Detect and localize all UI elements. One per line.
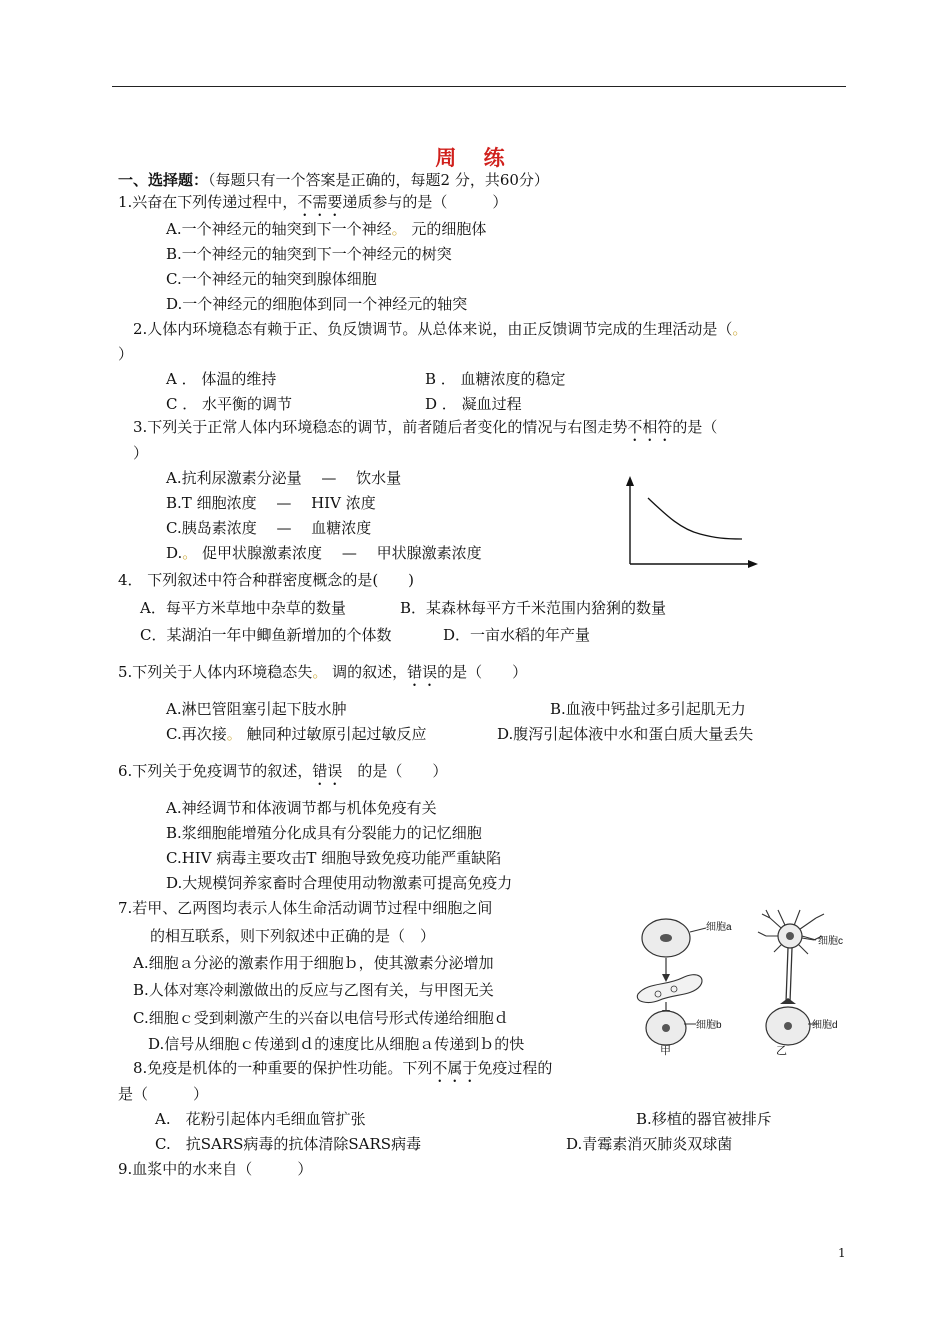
q4-option-d: D．一亩水稻的年产量 — [443, 626, 591, 644]
q5-option-a: A.淋巴管阻塞引起下肢水肿 — [166, 700, 347, 718]
q4-option-a: A．每平方米草地中杂草的数量 — [140, 599, 346, 617]
cell-signaling-figure — [630, 906, 858, 1056]
q6-option-c: C.HIV 病毒主要攻击T 细胞导致免疫功能严重缺陷 — [166, 849, 502, 867]
q2-option-d: D ． 凝血过程 — [425, 395, 522, 413]
figure-jia-label: 甲 — [660, 1045, 671, 1056]
q2-stem-text: 2.人体内环境稳态有赖于正、负反馈调节。从总体来说，由正反馈调节完成的生理活动是（ — [133, 320, 733, 338]
q5-stem — [118, 662, 527, 690]
cell-b-label: 细胞b — [696, 1020, 722, 1031]
stray-mark: 。 — [182, 544, 198, 562]
q3-stem — [133, 417, 717, 445]
stray-mark: 。 — [391, 220, 407, 238]
q5-stem-mid: 调的叙述， — [327, 663, 408, 681]
q2-option-c: C ． 水平衡的调节 — [166, 395, 293, 413]
q6-option-b: B.浆细胞能增殖分化成具有分裂能力的记忆细胞 — [166, 824, 482, 842]
q5-stem-tail: 的是（ ） — [437, 663, 528, 681]
q3-stem-tail: 的是（ — [672, 418, 718, 436]
q7-option-d: D.信号从细胞ｃ传递到ｄ的速度比从细胞ａ传递到ｂ的快 — [148, 1035, 525, 1053]
trend-graph — [620, 474, 760, 570]
q8-stem-tail: 免疫过程的 — [477, 1059, 553, 1077]
q3-option-b: B.T 细胞浓度 — HIV 浓度 — [166, 494, 376, 512]
q3-stem-emphasis: 不相符 — [627, 418, 673, 436]
q5-stem-emphasis: 错误 — [407, 663, 438, 681]
q8-option-a: A. 花粉引起体内毛细血管扩张 — [155, 1110, 366, 1128]
q8-option-d: D.青霉素消灭肺炎双球菌 — [566, 1135, 733, 1153]
q7-stem: 7.若甲、乙两图均表示人体生命活动调节过程中细胞之间 — [118, 899, 493, 917]
page-number: 1 — [838, 1246, 846, 1260]
q6-option-a: A.神经调节和体液调节都与机体免疫有关 — [166, 799, 437, 817]
q3-option-c: C.胰岛素浓度 — 血糖浓度 — [166, 519, 372, 537]
q7-option-b: B.人体对寒冷刺激做出的反应与乙图有关，与甲图无关 — [133, 981, 494, 999]
q6-stem — [118, 761, 447, 789]
q5-option-c — [166, 724, 427, 744]
q8-stem-text: 8.免疫是机体的一种重要的保护性功能。下列 — [133, 1059, 433, 1077]
q7-option-a: A.细胞ａ分泌的激素作用于细胞ｂ，使其激素分泌增加 — [133, 954, 494, 972]
section-heading: 一、选择题： — [118, 171, 209, 189]
q5-option-b: B.血液中钙盐过多引起肌无力 — [550, 700, 746, 718]
q4-option-b: B．某森林每平方千米范围内猞猁的数量 — [400, 599, 667, 617]
q8-option-c: C. 抗SARS病毒的抗体清除SARS病毒 — [155, 1135, 422, 1153]
q3-option-a: A.抗利尿激素分泌量 — 饮水量 — [166, 469, 402, 487]
q3-stem-close: ） — [133, 444, 149, 462]
q3-option-d — [166, 543, 482, 563]
q1-stem-tail: 递质参与的是（ ） — [342, 193, 508, 211]
q4-option-c: C．某湖泊一年中鲫鱼新增加的个体数 — [140, 626, 392, 644]
q1-option-b: B.一个神经元的轴突到下一个神经元的树突 — [166, 245, 452, 263]
section-header — [118, 170, 549, 190]
q6-stem-emphasis: 错误 — [312, 762, 343, 780]
q8-stem — [133, 1058, 552, 1086]
page-title: 周 练 — [435, 145, 515, 170]
q7-stem-cont: 的相互联系，则下列叙述中正确的是（ ） — [150, 927, 436, 945]
q1-stem-emphasis: 不需要 — [297, 193, 343, 211]
q4-stem: 4． 下列叙述中符合种群密度概念的是( ) — [118, 571, 415, 589]
q3-option-d-text: 促甲状腺激素浓度 — 甲状腺激素浓度 — [197, 544, 482, 562]
q8-stem-emphasis: 不属于 — [432, 1059, 478, 1077]
q2-option-a: A ． 体温的维持 — [166, 370, 277, 388]
q1-option-a-text: A.一个神经元的轴突到下一个神经 — [166, 220, 392, 238]
q1-stem — [118, 192, 507, 220]
cell-c-label: 细胞c — [818, 936, 843, 947]
q1-option-a — [166, 219, 486, 239]
q8-stem-cont: 是（ ） — [118, 1085, 209, 1103]
q6-stem-text: 6.下列关于免疫调节的叙述， — [118, 762, 313, 780]
q2-option-b: B ． 血糖浓度的稳定 — [425, 370, 566, 388]
q5-option-c-tail: 触同种过敏原引起过敏反应 — [241, 725, 427, 743]
q5-stem-text: 5.下列关于人体内环境稳态失 — [118, 663, 313, 681]
q5-option-d: D.腹泻引起体液中水和蛋白质大量丢失 — [497, 725, 754, 743]
stray-mark: 。 — [226, 725, 242, 743]
q5-option-c-text: C.再次接 — [166, 725, 227, 743]
cell-a-label: 细胞a — [706, 922, 732, 933]
header-rule — [112, 86, 846, 87]
q1-option-a-tail: 元的细胞体 — [406, 220, 487, 238]
q2-stem-close: ） — [118, 345, 134, 363]
q9-stem: 9.血浆中的水来自（ ） — [118, 1160, 313, 1178]
q1-option-d: D.一个神经元的细胞体到同一个神经元的轴突 — [166, 295, 468, 313]
q8-option-b: B.移植的器官被排斥 — [636, 1110, 772, 1128]
section-note: （每题只有一个答案是正确的，每题2 分，共60分） — [208, 171, 549, 189]
q6-option-d: D.大规模饲养家畜时合理使用动物激素可提高免疫力 — [166, 874, 513, 892]
figure-yi-label: 乙 — [776, 1045, 787, 1056]
blood-vessel — [637, 975, 702, 1003]
q1-stem-text: 1.兴奋在下列传递过程中， — [118, 193, 298, 211]
cell-d-label: 细胞d — [812, 1020, 838, 1031]
stray-mark: 。 — [732, 320, 748, 338]
q6-stem-tail: 的是（ ） — [342, 762, 448, 780]
q3-option-d-label: D. — [166, 544, 183, 562]
q3-stem-text: 3.下列关于正常人体内环境稳态的调节，前者随后者变化的情况与右图走势 — [133, 418, 628, 436]
q7-option-c: C.细胞ｃ受到刺激产生的兴奋以电信号形式传递给细胞ｄ — [133, 1009, 509, 1027]
q1-option-c: C.一个神经元的轴突到腺体细胞 — [166, 270, 377, 288]
stray-mark: 。 — [312, 663, 328, 681]
q2-stem — [133, 319, 747, 339]
